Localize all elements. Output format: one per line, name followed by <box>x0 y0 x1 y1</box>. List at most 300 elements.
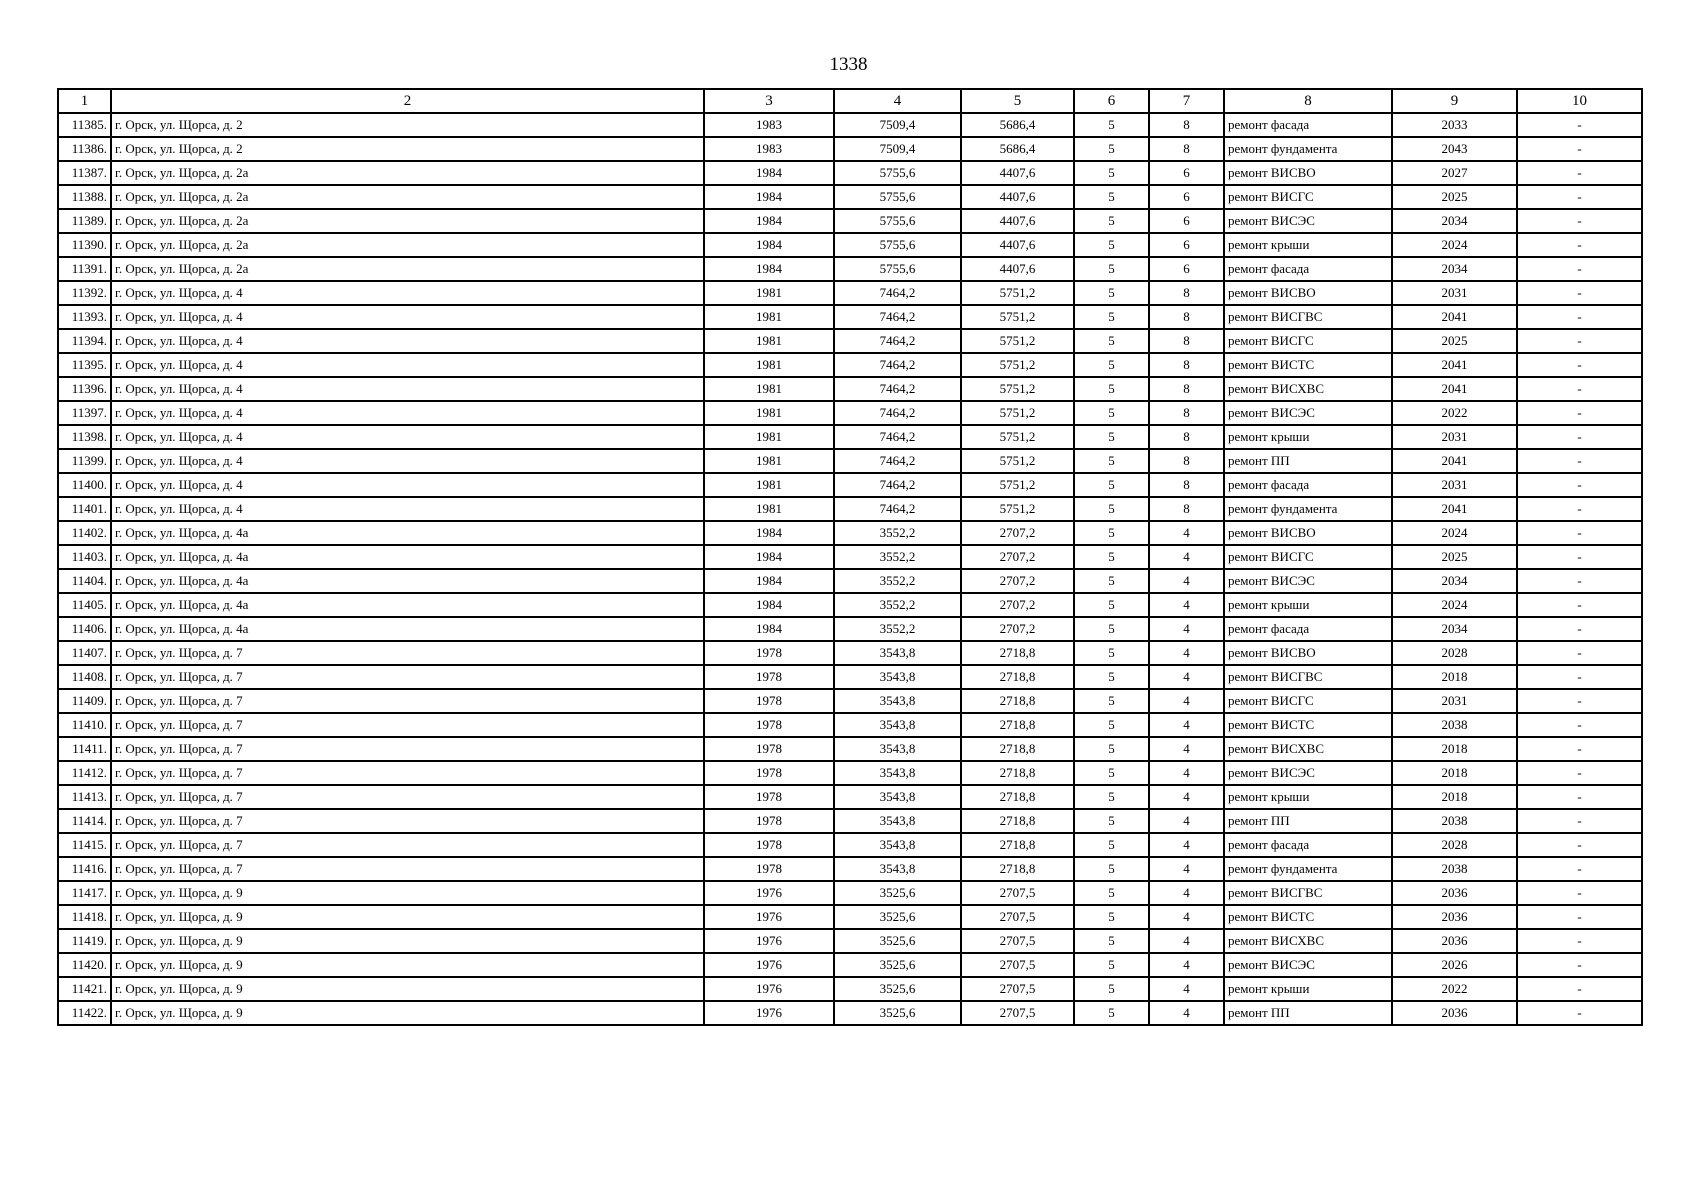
total-area-cell: 3543,8 <box>834 761 961 785</box>
work-type-cell: ремонт ВИСВО <box>1224 521 1392 545</box>
floors-cell: 5 <box>1074 953 1149 977</box>
work-type-cell: ремонт ВИСГС <box>1224 689 1392 713</box>
note-cell: - <box>1517 617 1642 641</box>
column-header: 10 <box>1517 89 1642 113</box>
note-cell: - <box>1517 761 1642 785</box>
table-row <box>58 353 1642 377</box>
floors-cell: 5 <box>1074 377 1149 401</box>
total-area-cell: 7464,2 <box>834 353 961 377</box>
year-cell: 1978 <box>704 641 834 665</box>
entrances-cell: 4 <box>1149 1001 1224 1025</box>
entrances-cell: 6 <box>1149 185 1224 209</box>
table-row <box>58 761 1642 785</box>
note-cell: - <box>1517 113 1642 137</box>
note-cell: - <box>1517 449 1642 473</box>
living-area-cell: 2718,8 <box>961 689 1074 713</box>
year-cell: 1981 <box>704 305 834 329</box>
row-number-cell: 11406. <box>58 617 111 641</box>
floors-cell: 5 <box>1074 593 1149 617</box>
entrances-cell: 4 <box>1149 521 1224 545</box>
total-area-cell: 3525,6 <box>834 881 961 905</box>
work-type-cell: ремонт фасада <box>1224 257 1392 281</box>
note-cell: - <box>1517 401 1642 425</box>
note-cell: - <box>1517 593 1642 617</box>
floors-cell: 5 <box>1074 305 1149 329</box>
row-number-cell: 11385. <box>58 113 111 137</box>
year-cell: 1978 <box>704 857 834 881</box>
address-cell: г. Орск, ул. Щорса, д. 4а <box>111 593 704 617</box>
year-cell: 1984 <box>704 185 834 209</box>
planned-year-cell: 2022 <box>1392 977 1517 1001</box>
note-cell: - <box>1517 929 1642 953</box>
living-area-cell: 2707,5 <box>961 905 1074 929</box>
work-type-cell: ремонт ВИСГВС <box>1224 881 1392 905</box>
work-type-cell: ремонт ВИСЭС <box>1224 953 1392 977</box>
year-cell: 1981 <box>704 401 834 425</box>
row-number-cell: 11409. <box>58 689 111 713</box>
total-area-cell: 3543,8 <box>834 785 961 809</box>
note-cell: - <box>1517 257 1642 281</box>
total-area-cell: 3543,8 <box>834 737 961 761</box>
row-number-cell: 11417. <box>58 881 111 905</box>
living-area-cell: 2718,8 <box>961 665 1074 689</box>
planned-year-cell: 2036 <box>1392 881 1517 905</box>
row-number-cell: 11393. <box>58 305 111 329</box>
table-row <box>58 425 1642 449</box>
planned-year-cell: 2034 <box>1392 257 1517 281</box>
row-number-cell: 11410. <box>58 713 111 737</box>
year-cell: 1978 <box>704 761 834 785</box>
row-number-cell: 11422. <box>58 1001 111 1025</box>
work-type-cell: ремонт ПП <box>1224 449 1392 473</box>
row-number-cell: 11394. <box>58 329 111 353</box>
address-cell: г. Орск, ул. Щорса, д. 7 <box>111 713 704 737</box>
entrances-cell: 6 <box>1149 257 1224 281</box>
living-area-cell: 5751,2 <box>961 305 1074 329</box>
floors-cell: 5 <box>1074 137 1149 161</box>
entrances-cell: 4 <box>1149 785 1224 809</box>
floors-cell: 5 <box>1074 257 1149 281</box>
total-area-cell: 5755,6 <box>834 161 961 185</box>
row-number-cell: 11407. <box>58 641 111 665</box>
total-area-cell: 3525,6 <box>834 953 961 977</box>
floors-cell: 5 <box>1074 761 1149 785</box>
total-area-cell: 7464,2 <box>834 497 961 521</box>
work-type-cell: ремонт ПП <box>1224 809 1392 833</box>
entrances-cell: 8 <box>1149 425 1224 449</box>
address-cell: г. Орск, ул. Щорса, д. 9 <box>111 1001 704 1025</box>
floors-cell: 5 <box>1074 545 1149 569</box>
entrances-cell: 4 <box>1149 569 1224 593</box>
living-area-cell: 5751,2 <box>961 425 1074 449</box>
table-row <box>58 401 1642 425</box>
note-cell: - <box>1517 161 1642 185</box>
total-area-cell: 3543,8 <box>834 689 961 713</box>
year-cell: 1976 <box>704 929 834 953</box>
address-cell: г. Орск, ул. Щорса, д. 7 <box>111 833 704 857</box>
note-cell: - <box>1517 329 1642 353</box>
note-cell: - <box>1517 785 1642 809</box>
address-cell: г. Орск, ул. Щорса, д. 7 <box>111 785 704 809</box>
address-cell: г. Орск, ул. Щорса, д. 4а <box>111 521 704 545</box>
total-area-cell: 3543,8 <box>834 641 961 665</box>
entrances-cell: 6 <box>1149 161 1224 185</box>
total-area-cell: 3543,8 <box>834 833 961 857</box>
table-row <box>58 857 1642 881</box>
planned-year-cell: 2034 <box>1392 569 1517 593</box>
note-cell: - <box>1517 665 1642 689</box>
total-area-cell: 3543,8 <box>834 665 961 689</box>
row-number-cell: 11396. <box>58 377 111 401</box>
table-row <box>58 809 1642 833</box>
planned-year-cell: 2041 <box>1392 377 1517 401</box>
planned-year-cell: 2041 <box>1392 497 1517 521</box>
planned-year-cell: 2038 <box>1392 713 1517 737</box>
address-cell: г. Орск, ул. Щорса, д. 4 <box>111 497 704 521</box>
column-header: 6 <box>1074 89 1149 113</box>
entrances-cell: 4 <box>1149 617 1224 641</box>
row-number-cell: 11403. <box>58 545 111 569</box>
work-type-cell: ремонт крыши <box>1224 233 1392 257</box>
total-area-cell: 7509,4 <box>834 137 961 161</box>
row-number-cell: 11392. <box>58 281 111 305</box>
floors-cell: 5 <box>1074 809 1149 833</box>
total-area-cell: 7464,2 <box>834 329 961 353</box>
planned-year-cell: 2025 <box>1392 545 1517 569</box>
table-row <box>58 641 1642 665</box>
table-row <box>58 233 1642 257</box>
total-area-cell: 3552,2 <box>834 593 961 617</box>
work-type-cell: ремонт фундамента <box>1224 497 1392 521</box>
table-row <box>58 161 1642 185</box>
address-cell: г. Орск, ул. Щорса, д. 4 <box>111 281 704 305</box>
year-cell: 1984 <box>704 593 834 617</box>
floors-cell: 5 <box>1074 353 1149 377</box>
address-cell: г. Орск, ул. Щорса, д. 7 <box>111 737 704 761</box>
address-cell: г. Орск, ул. Щорса, д. 4 <box>111 353 704 377</box>
table-row <box>58 281 1642 305</box>
floors-cell: 5 <box>1074 113 1149 137</box>
living-area-cell: 4407,6 <box>961 209 1074 233</box>
total-area-cell: 7464,2 <box>834 425 961 449</box>
entrances-cell: 4 <box>1149 689 1224 713</box>
address-cell: г. Орск, ул. Щорса, д. 9 <box>111 929 704 953</box>
table-row <box>58 137 1642 161</box>
work-type-cell: ремонт ВИСГС <box>1224 185 1392 209</box>
address-cell: г. Орск, ул. Щорса, д. 7 <box>111 761 704 785</box>
total-area-cell: 3552,2 <box>834 569 961 593</box>
work-type-cell: ремонт фасада <box>1224 473 1392 497</box>
entrances-cell: 4 <box>1149 761 1224 785</box>
living-area-cell: 2718,8 <box>961 737 1074 761</box>
address-cell: г. Орск, ул. Щорса, д. 9 <box>111 953 704 977</box>
table-row <box>58 305 1642 329</box>
entrances-cell: 4 <box>1149 929 1224 953</box>
table-row <box>58 113 1642 137</box>
floors-cell: 5 <box>1074 641 1149 665</box>
total-area-cell: 3525,6 <box>834 929 961 953</box>
row-number-cell: 11414. <box>58 809 111 833</box>
floors-cell: 5 <box>1074 857 1149 881</box>
work-type-cell: ремонт ПП <box>1224 1001 1392 1025</box>
table-row <box>58 545 1642 569</box>
living-area-cell: 5686,4 <box>961 113 1074 137</box>
year-cell: 1976 <box>704 881 834 905</box>
row-number-cell: 11415. <box>58 833 111 857</box>
entrances-cell: 4 <box>1149 953 1224 977</box>
column-header: 5 <box>961 89 1074 113</box>
total-area-cell: 3552,2 <box>834 617 961 641</box>
year-cell: 1976 <box>704 953 834 977</box>
year-cell: 1978 <box>704 665 834 689</box>
column-header: 4 <box>834 89 961 113</box>
total-area-cell: 3552,2 <box>834 521 961 545</box>
address-cell: г. Орск, ул. Щорса, д. 2а <box>111 257 704 281</box>
entrances-cell: 4 <box>1149 905 1224 929</box>
work-type-cell: ремонт ВИСЭС <box>1224 761 1392 785</box>
planned-year-cell: 2031 <box>1392 689 1517 713</box>
note-cell: - <box>1517 209 1642 233</box>
floors-cell: 5 <box>1074 569 1149 593</box>
floors-cell: 5 <box>1074 689 1149 713</box>
row-number-cell: 11389. <box>58 209 111 233</box>
work-type-cell: ремонт фасада <box>1224 113 1392 137</box>
total-area-cell: 3525,6 <box>834 1001 961 1025</box>
address-cell: г. Орск, ул. Щорса, д. 9 <box>111 905 704 929</box>
address-cell: г. Орск, ул. Щорса, д. 4 <box>111 329 704 353</box>
planned-year-cell: 2043 <box>1392 137 1517 161</box>
planned-year-cell: 2025 <box>1392 329 1517 353</box>
year-cell: 1984 <box>704 521 834 545</box>
entrances-cell: 8 <box>1149 113 1224 137</box>
column-header: 2 <box>111 89 704 113</box>
entrances-cell: 8 <box>1149 305 1224 329</box>
total-area-cell: 5755,6 <box>834 185 961 209</box>
planned-year-cell: 2038 <box>1392 857 1517 881</box>
floors-cell: 5 <box>1074 161 1149 185</box>
row-number-cell: 11411. <box>58 737 111 761</box>
table-row <box>58 449 1642 473</box>
work-type-cell: ремонт фундамента <box>1224 857 1392 881</box>
table-row <box>58 1001 1642 1025</box>
address-cell: г. Орск, ул. Щорса, д. 4 <box>111 449 704 473</box>
address-cell: г. Орск, ул. Щорса, д. 2а <box>111 161 704 185</box>
column-header: 1 <box>58 89 111 113</box>
living-area-cell: 5751,2 <box>961 497 1074 521</box>
year-cell: 1976 <box>704 1001 834 1025</box>
living-area-cell: 2718,8 <box>961 713 1074 737</box>
row-number-cell: 11418. <box>58 905 111 929</box>
address-cell: г. Орск, ул. Щорса, д. 4а <box>111 545 704 569</box>
address-cell: г. Орск, ул. Щорса, д. 2а <box>111 185 704 209</box>
note-cell: - <box>1517 737 1642 761</box>
address-cell: г. Орск, ул. Щорса, д. 4 <box>111 377 704 401</box>
note-cell: - <box>1517 353 1642 377</box>
living-area-cell: 2707,5 <box>961 953 1074 977</box>
row-number-cell: 11420. <box>58 953 111 977</box>
row-number-cell: 11412. <box>58 761 111 785</box>
entrances-cell: 8 <box>1149 353 1224 377</box>
living-area-cell: 2718,8 <box>961 641 1074 665</box>
row-number-cell: 11395. <box>58 353 111 377</box>
floors-cell: 5 <box>1074 617 1149 641</box>
address-cell: г. Орск, ул. Щорса, д. 2а <box>111 233 704 257</box>
planned-year-cell: 2041 <box>1392 353 1517 377</box>
year-cell: 1984 <box>704 257 834 281</box>
table-row <box>58 473 1642 497</box>
floors-cell: 5 <box>1074 425 1149 449</box>
total-area-cell: 5755,6 <box>834 233 961 257</box>
row-number-cell: 11408. <box>58 665 111 689</box>
address-cell: г. Орск, ул. Щорса, д. 4а <box>111 617 704 641</box>
table-row <box>58 929 1642 953</box>
work-type-cell: ремонт крыши <box>1224 593 1392 617</box>
planned-year-cell: 2034 <box>1392 617 1517 641</box>
living-area-cell: 2707,2 <box>961 545 1074 569</box>
year-cell: 1984 <box>704 545 834 569</box>
floors-cell: 5 <box>1074 977 1149 1001</box>
work-type-cell: ремонт ВИСВО <box>1224 281 1392 305</box>
table-row <box>58 881 1642 905</box>
table-row <box>58 257 1642 281</box>
row-number-cell: 11401. <box>58 497 111 521</box>
column-header: 8 <box>1224 89 1392 113</box>
floors-cell: 5 <box>1074 449 1149 473</box>
planned-year-cell: 2018 <box>1392 737 1517 761</box>
row-number-cell: 11388. <box>58 185 111 209</box>
work-type-cell: ремонт фасада <box>1224 833 1392 857</box>
work-type-cell: ремонт ВИСХВС <box>1224 377 1392 401</box>
floors-cell: 5 <box>1074 665 1149 689</box>
entrances-cell: 4 <box>1149 977 1224 1001</box>
work-type-cell: ремонт фундамента <box>1224 137 1392 161</box>
living-area-cell: 5751,2 <box>961 377 1074 401</box>
year-cell: 1984 <box>704 209 834 233</box>
entrances-cell: 8 <box>1149 377 1224 401</box>
table-row <box>58 209 1642 233</box>
year-cell: 1981 <box>704 497 834 521</box>
living-area-cell: 2718,8 <box>961 761 1074 785</box>
floors-cell: 5 <box>1074 1001 1149 1025</box>
note-cell: - <box>1517 977 1642 1001</box>
work-type-cell: ремонт ВИСГС <box>1224 545 1392 569</box>
entrances-cell: 8 <box>1149 401 1224 425</box>
year-cell: 1976 <box>704 977 834 1001</box>
note-cell: - <box>1517 857 1642 881</box>
table-row <box>58 185 1642 209</box>
work-type-cell: ремонт крыши <box>1224 785 1392 809</box>
table-row <box>58 617 1642 641</box>
floors-cell: 5 <box>1074 185 1149 209</box>
work-type-cell: ремонт ВИСЭС <box>1224 569 1392 593</box>
living-area-cell: 2707,5 <box>961 881 1074 905</box>
address-cell: г. Орск, ул. Щорса, д. 9 <box>111 977 704 1001</box>
living-area-cell: 5751,2 <box>961 329 1074 353</box>
year-cell: 1978 <box>704 713 834 737</box>
planned-year-cell: 2022 <box>1392 401 1517 425</box>
table-row <box>58 905 1642 929</box>
table-row <box>58 569 1642 593</box>
note-cell: - <box>1517 137 1642 161</box>
floors-cell: 5 <box>1074 713 1149 737</box>
planned-year-cell: 2025 <box>1392 185 1517 209</box>
entrances-cell: 4 <box>1149 737 1224 761</box>
work-type-cell: ремонт ВИСВО <box>1224 161 1392 185</box>
entrances-cell: 8 <box>1149 473 1224 497</box>
note-cell: - <box>1517 833 1642 857</box>
note-cell: - <box>1517 233 1642 257</box>
table-row <box>58 785 1642 809</box>
address-cell: г. Орск, ул. Щорса, д. 4 <box>111 401 704 425</box>
year-cell: 1976 <box>704 905 834 929</box>
planned-year-cell: 2028 <box>1392 641 1517 665</box>
table-row <box>58 521 1642 545</box>
floors-cell: 5 <box>1074 929 1149 953</box>
year-cell: 1981 <box>704 353 834 377</box>
year-cell: 1984 <box>704 233 834 257</box>
work-type-cell: ремонт крыши <box>1224 977 1392 1001</box>
table-row <box>58 713 1642 737</box>
floors-cell: 5 <box>1074 833 1149 857</box>
table-row <box>58 737 1642 761</box>
living-area-cell: 4407,6 <box>961 257 1074 281</box>
row-number-cell: 11386. <box>58 137 111 161</box>
note-cell: - <box>1517 425 1642 449</box>
table-body <box>58 113 1642 1025</box>
planned-year-cell: 2033 <box>1392 113 1517 137</box>
entrances-cell: 8 <box>1149 449 1224 473</box>
planned-year-cell: 2036 <box>1392 905 1517 929</box>
total-area-cell: 7464,2 <box>834 377 961 401</box>
living-area-cell: 5751,2 <box>961 281 1074 305</box>
living-area-cell: 2707,5 <box>961 1001 1074 1025</box>
year-cell: 1978 <box>704 809 834 833</box>
planned-year-cell: 2036 <box>1392 1001 1517 1025</box>
total-area-cell: 3543,8 <box>834 809 961 833</box>
living-area-cell: 2707,2 <box>961 617 1074 641</box>
table-row <box>58 977 1642 1001</box>
total-area-cell: 7464,2 <box>834 473 961 497</box>
address-cell: г. Орск, ул. Щорса, д. 4 <box>111 473 704 497</box>
living-area-cell: 2718,8 <box>961 857 1074 881</box>
entrances-cell: 4 <box>1149 665 1224 689</box>
work-type-cell: ремонт ВИСГВС <box>1224 305 1392 329</box>
work-type-cell: ремонт ВИСВО <box>1224 641 1392 665</box>
floors-cell: 5 <box>1074 209 1149 233</box>
note-cell: - <box>1517 905 1642 929</box>
row-number-cell: 11405. <box>58 593 111 617</box>
living-area-cell: 2718,8 <box>961 809 1074 833</box>
column-header: 3 <box>704 89 834 113</box>
row-number-cell: 11419. <box>58 929 111 953</box>
year-cell: 1981 <box>704 425 834 449</box>
planned-year-cell: 2031 <box>1392 425 1517 449</box>
year-cell: 1983 <box>704 137 834 161</box>
planned-year-cell: 2024 <box>1392 233 1517 257</box>
planned-year-cell: 2024 <box>1392 521 1517 545</box>
year-cell: 1978 <box>704 689 834 713</box>
note-cell: - <box>1517 545 1642 569</box>
note-cell: - <box>1517 1001 1642 1025</box>
entrances-cell: 8 <box>1149 497 1224 521</box>
year-cell: 1978 <box>704 737 834 761</box>
planned-year-cell: 2036 <box>1392 929 1517 953</box>
address-cell: г. Орск, ул. Щорса, д. 2 <box>111 113 704 137</box>
living-area-cell: 2707,2 <box>961 593 1074 617</box>
entrances-cell: 4 <box>1149 641 1224 665</box>
work-type-cell: ремонт ВИСТС <box>1224 905 1392 929</box>
floors-cell: 5 <box>1074 401 1149 425</box>
